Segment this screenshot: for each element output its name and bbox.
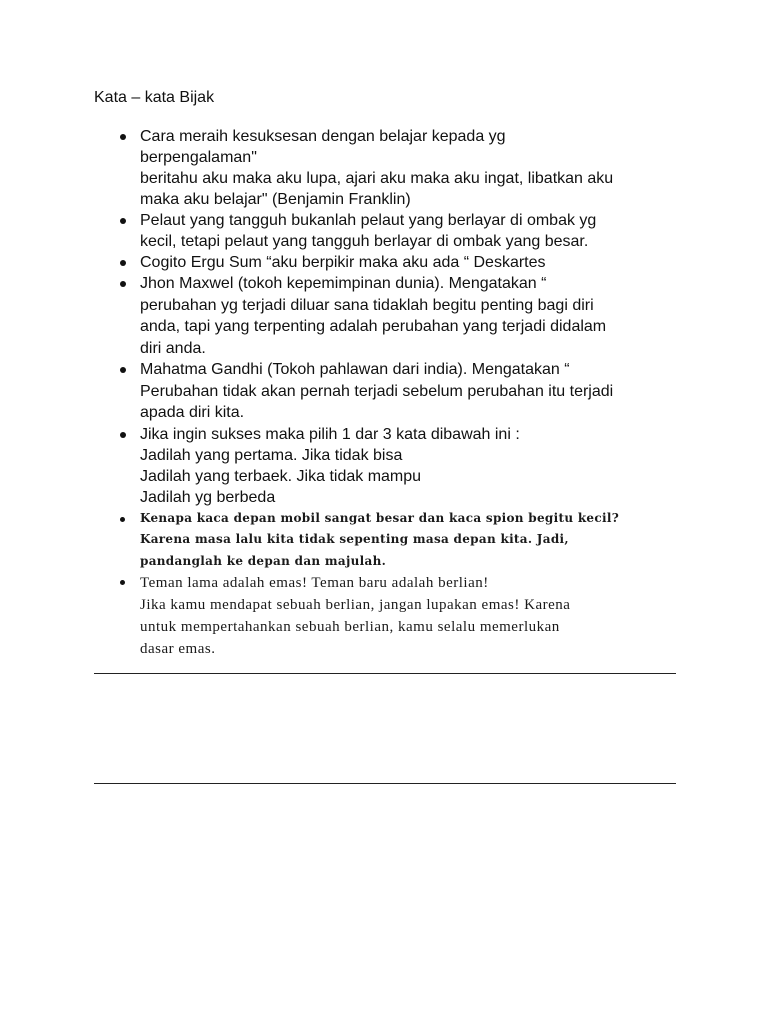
quote-line: anda, tapi yang terpenting adalah perubahan yang terjadi didalam xyxy=(140,318,607,335)
horizontal-rule xyxy=(94,783,676,784)
quote-line: Jhon Maxwel (tokoh kepemimpinan dunia). Mengatakan “ xyxy=(140,275,547,292)
list-item xyxy=(94,252,684,273)
list-item xyxy=(94,572,684,660)
list-item xyxy=(94,126,684,210)
quote-line: Jadilah yg berbeda xyxy=(140,488,276,506)
bullet-icon xyxy=(120,260,126,266)
quote-line: beritahu aku maka aku lupa, ajari aku maka aku ingat, libatkan aku xyxy=(140,170,614,187)
quote-line: Jadilah yang terbaek. Jika tidak mampu xyxy=(140,467,422,485)
bullet-icon xyxy=(120,281,126,287)
quote-line: Teman lama adalah emas! Teman baru adalah berlian! xyxy=(140,575,489,591)
quote-line: Karena masa lalu kita tidak sepenting masa depan kita. Jadi, xyxy=(140,532,569,546)
list-item xyxy=(94,508,684,573)
quote-line: maka aku belajar" (Benjamin Franklin) xyxy=(140,191,411,208)
quote-line: berpengalaman" xyxy=(140,149,257,166)
quote-line: Cara meraih kesuksesan dengan belajar kepada yg xyxy=(140,128,506,145)
quote-list xyxy=(94,126,684,660)
quote-line: Cogito Ergu Sum “aku berpikir maka aku ada “ Deskartes xyxy=(140,254,546,271)
list-item xyxy=(94,424,684,508)
quote-line: Jika kamu mendapat sebuah berlian, jangan lupakan emas! Karena xyxy=(140,597,571,613)
quote-line: Mahatma Gandhi (Tokoh pahlawan dari india). Mengatakan “ xyxy=(140,361,570,378)
quote-line: dasar emas. xyxy=(140,641,216,657)
list-item xyxy=(94,210,684,252)
bullet-icon xyxy=(120,218,126,224)
quote-line: Kenapa kaca depan mobil sangat besar dan kaca spion begitu kecil? xyxy=(140,510,620,525)
list-item xyxy=(94,273,684,359)
quote-line: kecil, tetapi pelaut yang tangguh berlayar di ombak yang besar. xyxy=(140,233,589,250)
quote-line: apada diri kita. xyxy=(140,404,245,421)
quote-line: perubahan yg terjadi diluar sana tidaklah begitu penting bagi diri xyxy=(140,296,594,314)
horizontal-rule xyxy=(94,673,676,674)
bullet-icon xyxy=(120,367,126,373)
bullet-icon xyxy=(120,580,125,585)
quote-line: untuk mempertahankan sebuah berlian, kamu selalu memerlukan xyxy=(140,619,560,635)
bullet-icon xyxy=(120,517,125,522)
quote-line: Jika ingin sukses maka pilih 1 dar 3 kata dibawah ini : xyxy=(140,425,520,443)
quote-line: Pelaut yang tangguh bukanlah pelaut yang berlayar di ombak yg xyxy=(140,212,597,229)
quote-line: diri anda. xyxy=(140,339,206,357)
bullet-icon xyxy=(120,432,126,438)
list-item xyxy=(94,359,684,424)
page-title: Kata – kata Bijak xyxy=(94,89,215,106)
quote-line: Perubahan tidak akan pernah terjadi sebelum perubahan itu terjadi xyxy=(140,382,614,400)
quote-line: pandanglah ke depan dan majulah. xyxy=(140,553,387,568)
quote-line: Jadilah yang pertama. Jika tidak bisa xyxy=(140,446,403,464)
bullet-icon xyxy=(120,134,126,140)
